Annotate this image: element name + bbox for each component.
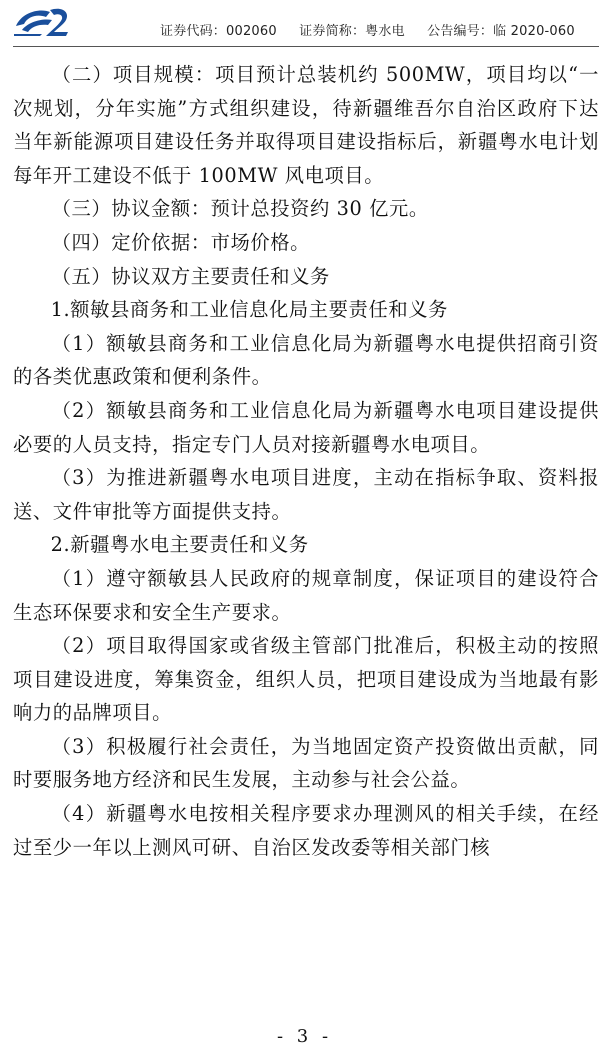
security-abbr: 证券简称：粤水电 bbox=[299, 24, 405, 39]
paragraph-bureau-duty-2: （2）额敏县商务和工业信息化局为新疆粤水电项目建设提供必要的人员支持，指定专门人员对接新疆粤水电项目。 bbox=[13, 398, 599, 456]
company-logo bbox=[12, 4, 72, 38]
paragraph-project-scale: （二）项目规模：项目预计总装机约 500MW，项目均以“一次规划，分年实施”方式组织建设，待新疆维吾尔自治区政府下达当年新能源项目建设任务并取得项目建设指标后，新疆粤水电计划每年开工建设不低于 100MW 风电项目。 bbox=[13, 63, 599, 187]
security-code: 证券代码：002060 bbox=[160, 24, 277, 39]
paragraph-company-duty-1: （1）遵守额敏县人民政府的规章制度，保证项目的建设符合生态环保要求和安全生产要求。 bbox=[13, 566, 599, 624]
paragraph-bureau-duty-3: （3）为推进新疆粤水电项目进度，主动在指标争取、资料报送、文件审批等方面提供支持。 bbox=[13, 466, 599, 523]
paragraph-responsibilities-heading: （五）协议双方主要责任和义务 bbox=[51, 264, 330, 288]
header-divider bbox=[13, 46, 599, 47]
paragraph-company-duty-2: （2）项目取得国家或省级主管部门批准后，积极主动的按照项目建设进度，筹集资金，组织人员，把项目建设成为当地最有影响力的品牌项目。 bbox=[13, 634, 599, 725]
subheading-bureau-duties: 1.额敏县商务和工业信息化局主要责任和义务 bbox=[50, 298, 448, 322]
page-number: - 3 - bbox=[276, 1026, 333, 1047]
paragraph-company-duty-4: （4）新疆粤水电按相关程序要求办理测风的相关手续，在经过至少一年以上测风可研、自治区发改委等相关部门核 bbox=[13, 802, 599, 859]
page-header bbox=[0, 0, 609, 50]
header-info bbox=[160, 20, 575, 39]
paragraph-agreement-amount: （三）协议金额：预计总投资约 30 亿元。 bbox=[51, 197, 429, 221]
paragraph-pricing-basis: （四）定价依据：市场价格。 bbox=[51, 230, 311, 254]
document-body bbox=[13, 58, 599, 864]
paragraph-bureau-duty-1: （1）额敏县商务和工业信息化局为新疆粤水电提供招商引资的各类优惠政策和便利条件。 bbox=[13, 331, 599, 389]
subheading-company-duties: 2.新疆粤水电主要责任和义务 bbox=[50, 533, 309, 557]
announcement-number: 公告编号：临 2020-060 bbox=[427, 24, 575, 39]
paragraph-company-duty-3: （3）积极履行社会责任，为当地固定资产投资做出贡献，同时要服务地方经济和民生发展，主动参与社会公益。 bbox=[13, 734, 599, 792]
